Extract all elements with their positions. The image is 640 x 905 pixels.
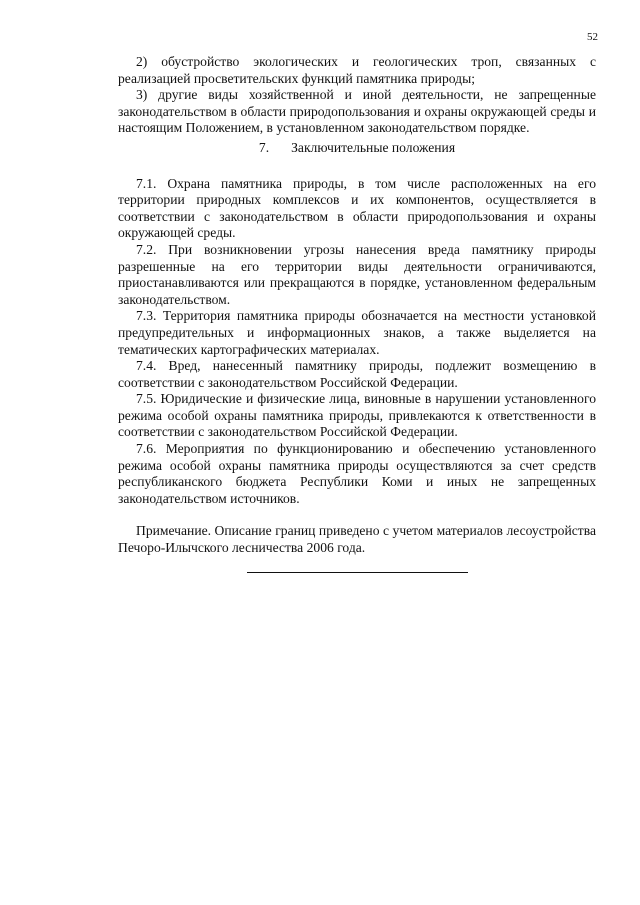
note-paragraph: Примечание. Описание границ приведено с учетом материалов лесоустройства Печоро-Илычского лесничества 2006 года. bbox=[118, 523, 596, 556]
document-body bbox=[118, 54, 596, 573]
clause-7-3: 7.3. Территория памятника природы обозначается на местности установкой предупредительных и информационных знаков, а также выделяется на тематических картографических материалах. bbox=[118, 308, 596, 357]
clause-7-6: 7.6. Мероприятия по функционированию и обеспечению установленного режима особой охраны памятника природы осуществляются за счет средств республиканского бюджета Республики Коми и иных не запрещенных законодательством источников. bbox=[118, 441, 596, 506]
end-divider bbox=[247, 572, 468, 573]
clause-7-2: 7.2. При возникновении угрозы нанесения вреда памятнику природы разрешенные на его территории виды деятельности ограничиваются, приостанавливаются или прекращаются в порядке, установленном федеральным законодательством. bbox=[118, 241, 596, 307]
section-number: 7. bbox=[258, 139, 270, 155]
clause-7-4: 7.4. Вред, нанесенный памятнику природы, подлежит возмещению в соответствии с законодательством Российской Федерации. bbox=[118, 358, 596, 390]
section-title: Заключительные положения bbox=[291, 139, 456, 155]
section-heading bbox=[118, 140, 596, 157]
page-number: 52 bbox=[587, 31, 598, 43]
paragraph-item-2: 2) обустройство экологических и геологических троп, связанных с реализацией просветительских функций памятника природы; bbox=[118, 54, 596, 86]
clause-7-1: 7.1. Охрана памятника природы, в том числе расположенных на его территории природных комплексов и их компонентов, осуществляется в соответствии с законодательством в области природопользования и охраны окружающей среды. bbox=[118, 175, 596, 241]
clause-7-5: 7.5. Юридические и физические лица, виновные в нарушении установленного режима особой охраны памятника природы, привлекаются к ответственности в соответствии с законодательством Российской Федерации. bbox=[118, 391, 596, 440]
paragraph-item-3: 3) другие виды хозяйственной и иной деятельности, не запрещенные законодательством в области природопользования и охраны окружающей среды и настоящим Положением, в установленном законодательством порядке. bbox=[118, 87, 596, 136]
